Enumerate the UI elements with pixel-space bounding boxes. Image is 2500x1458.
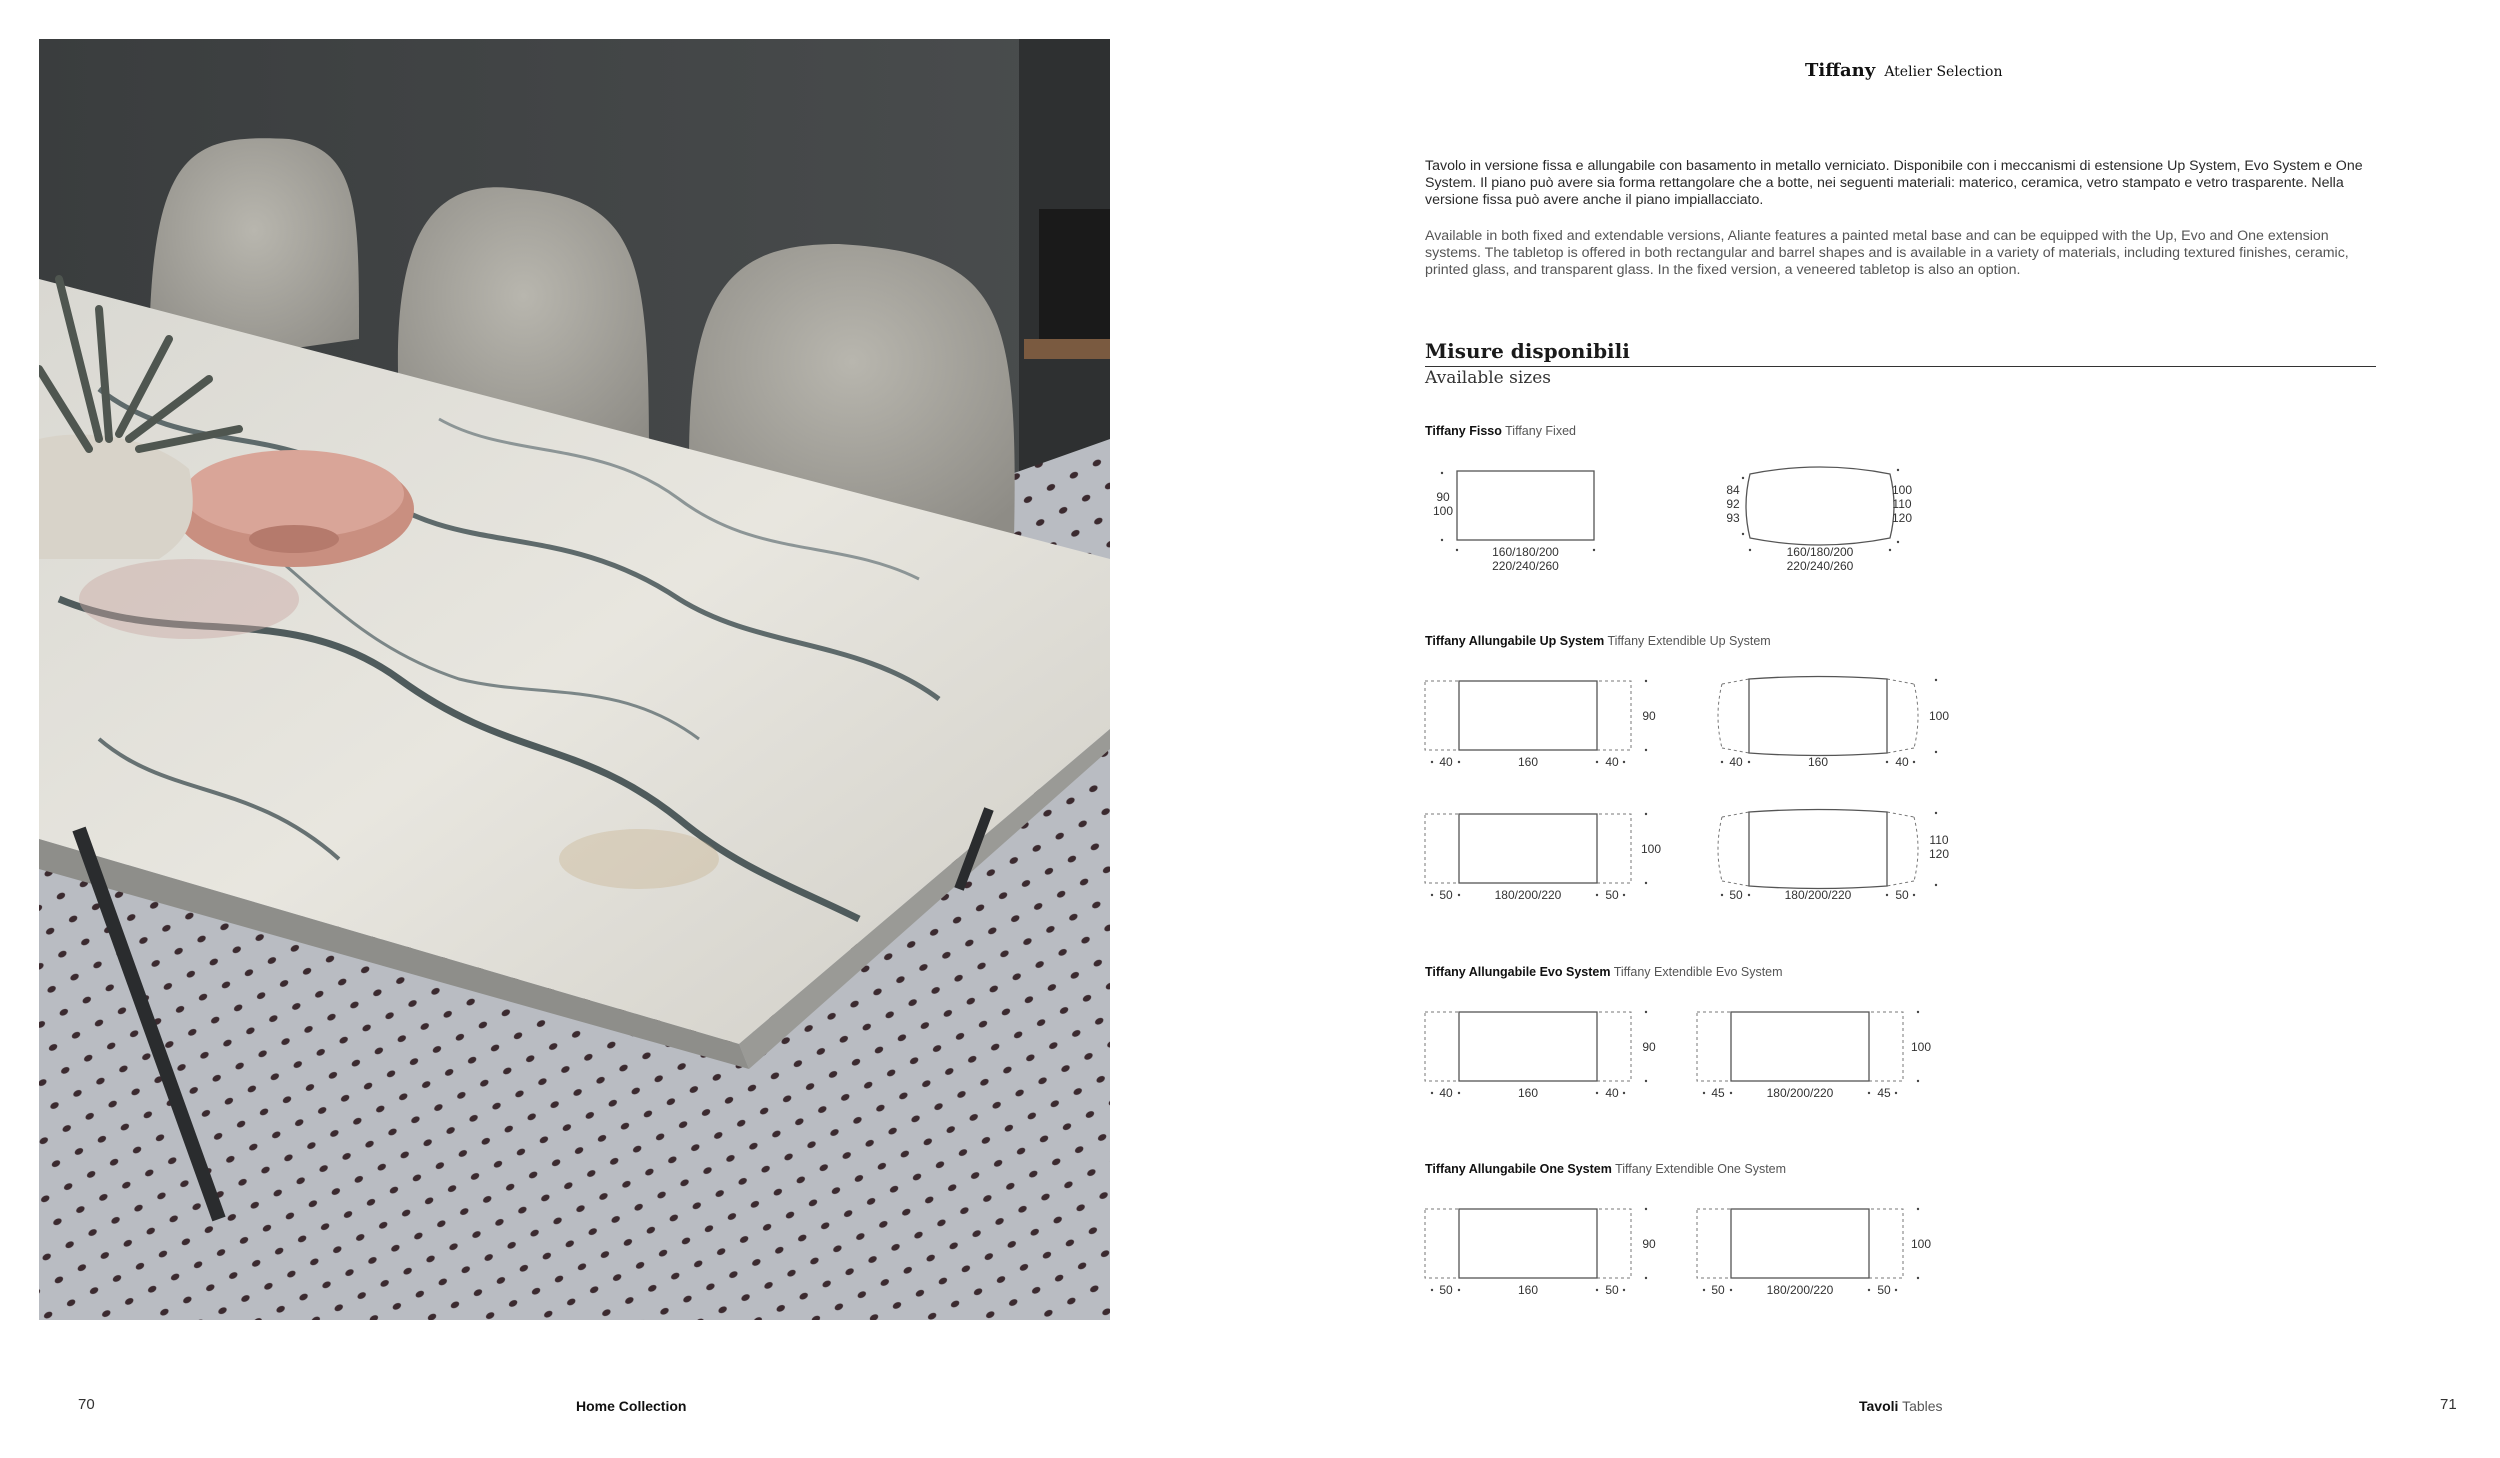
group-label-fixed: [1425, 424, 1576, 438]
description-italian: Tavolo in versione fissa e allungabile con basamento in metallo verniciato. Disponibile con i meccanismi di estensione Up System, Evo System e One System. Il piano può avere sia forma rettangolare che a botte, nei seguenti materiali: materico, ceramica, vetro stampato e vetro trasparente. Nella versione fissa può avere anche il piano impiallacciato.: [1425, 158, 2363, 209]
diagram-up-barrel-a: [1714, 676, 1944, 766]
dim-length: 180/200/220: [1784, 888, 1852, 902]
dim-length: 160/180/200 220/240/260: [1786, 545, 1854, 573]
dim-depth: 110 120: [1928, 833, 1950, 861]
group-name-en: Tiffany Extendible Up System: [1607, 634, 1771, 648]
dim-ext-right: 50: [1895, 888, 1909, 902]
dim-depth: 90: [1642, 1237, 1656, 1251]
sizes-title: Misure disponibili: [1425, 339, 1630, 363]
group-name-en: Tiffany Fixed: [1505, 424, 1576, 438]
dim-length: 160: [1517, 755, 1539, 769]
dim-ext-right: 40: [1605, 1086, 1619, 1100]
dim-depth-ends: 84 92 93: [1726, 483, 1740, 525]
dim-depth-center: 100 110 120: [1891, 483, 1913, 525]
dim-depth: 100: [1910, 1040, 1932, 1054]
dim-depth: 100: [1910, 1237, 1932, 1251]
footer-right: [1859, 1398, 1943, 1414]
collection-name: Atelier Selection: [1884, 64, 2003, 80]
dim-ext-left: 50: [1439, 888, 1453, 902]
sizes-subtitle: Available sizes: [1425, 368, 1552, 388]
footer-section: Tavoli: [1859, 1398, 1899, 1414]
dim-ext-right: 40: [1895, 755, 1909, 769]
dim-ext-right: 45: [1877, 1086, 1891, 1100]
diagram-evo-b: [1696, 1007, 1926, 1097]
group-name-en: Tiffany Extendible One System: [1615, 1162, 1787, 1176]
divider: [1425, 366, 2376, 367]
description-english: Available in both fixed and extendable versions, Aliante features a painted metal base and can be equipped with the Up, Evo and One extension systems. The tabletop is offered in both rectangular and barrel shapes and is available in a variety of materials, including textured finishes, ceramic, printed glass, and transparent glass. In the fixed version, a veneered tabletop is also an option.: [1425, 228, 2349, 279]
diagram-fixed-barrel: [1740, 464, 1910, 554]
dim-ext-right: 50: [1877, 1283, 1891, 1297]
dim-length: 160/180/200 220/240/260: [1492, 545, 1559, 573]
page-title: [1805, 60, 2003, 81]
diagram-up-rect-b: [1424, 809, 1654, 899]
dim-ext-left: 50: [1729, 888, 1743, 902]
dim-length: 180/200/220: [1766, 1283, 1834, 1297]
dim-length: 160: [1517, 1086, 1539, 1100]
dim-ext-left: 50: [1439, 1283, 1453, 1297]
footer-collection: Home Collection: [576, 1398, 687, 1414]
dim-ext-right: 50: [1605, 1283, 1619, 1297]
dim-depth: 90 100: [1432, 490, 1454, 518]
product-name: Tiffany: [1805, 60, 1876, 81]
dim-ext-right: 50: [1605, 888, 1619, 902]
page-number-left: 70: [78, 1396, 95, 1413]
diagram-one-b: [1696, 1204, 1926, 1294]
dim-ext-left: 40: [1729, 755, 1743, 769]
dim-depth: 90: [1642, 1040, 1656, 1054]
page-number-right: 71: [2440, 1396, 2457, 1413]
dim-depth: 90: [1642, 709, 1656, 723]
group-name: Tiffany Allungabile Evo System: [1425, 965, 1611, 979]
footer-left: [576, 1398, 686, 1414]
dim-length: 180/200/220: [1766, 1086, 1834, 1100]
group-label-evo: [1425, 965, 1783, 979]
group-label-up: [1425, 634, 1771, 648]
diagram-up-barrel-b: [1714, 809, 1944, 899]
dim-depth: 100: [1640, 842, 1662, 856]
diagram-up-rect-a: [1424, 676, 1654, 766]
diagram-one-a: [1424, 1204, 1654, 1294]
dim-length: 160: [1517, 1283, 1539, 1297]
dim-ext-left: 40: [1439, 755, 1453, 769]
group-label-one: [1425, 1162, 1786, 1176]
dim-length: 160: [1807, 755, 1829, 769]
dim-ext-right: 40: [1605, 755, 1619, 769]
dim-ext-left: 40: [1439, 1086, 1453, 1100]
group-name: Tiffany Allungabile Up System: [1425, 634, 1605, 648]
footer-section-en: Tables: [1902, 1398, 1943, 1414]
group-name-en: Tiffany Extendible Evo System: [1613, 965, 1783, 979]
dim-ext-left: 45: [1711, 1086, 1725, 1100]
group-name: Tiffany Fisso: [1425, 424, 1502, 438]
dim-ext-left: 50: [1711, 1283, 1725, 1297]
dim-length: 180/200/220: [1494, 888, 1562, 902]
diagram-evo-a: [1424, 1007, 1654, 1097]
group-name: Tiffany Allungabile One System: [1425, 1162, 1612, 1176]
product-photo: [39, 39, 1110, 1320]
dim-depth: 100: [1928, 709, 1950, 723]
